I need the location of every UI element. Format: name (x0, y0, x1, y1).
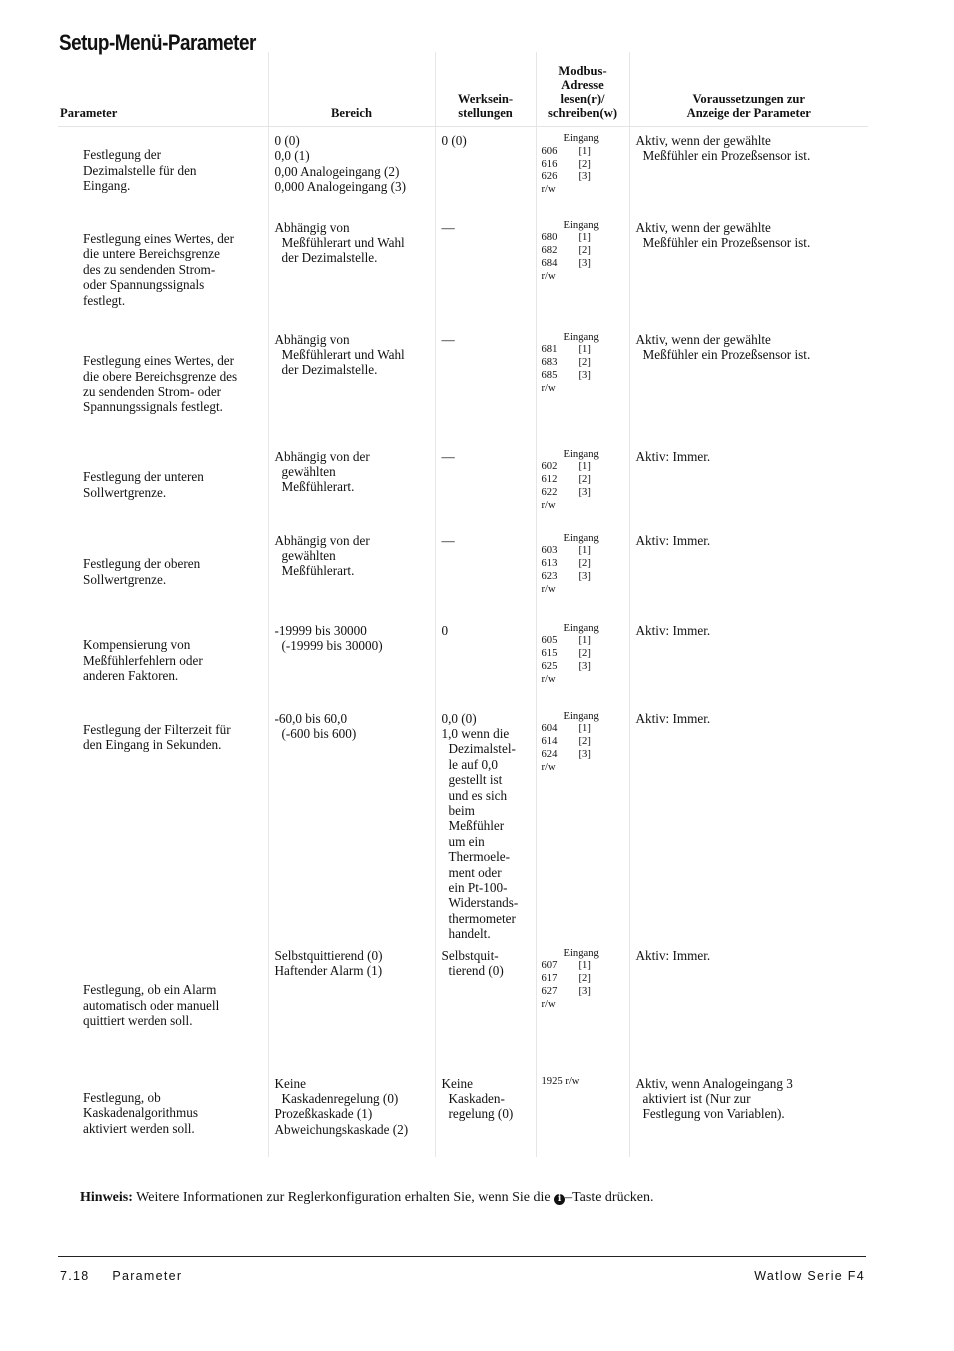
description-line: Sollwertgrenze. (83, 484, 167, 500)
default-line: — (441, 532, 455, 548)
modbus-cell (536, 942, 629, 1070)
modbus-cell (536, 705, 629, 942)
modbus-input-label: Eingang (563, 331, 599, 343)
range-line: Selbstquittierend (0) (274, 947, 383, 963)
modbus-address: 616 (541, 158, 558, 170)
parameter-description (58, 942, 268, 1070)
note-label: Hinweis: (80, 1190, 133, 1205)
table-row (58, 443, 868, 527)
modbus-input-tag: [2] (578, 648, 591, 660)
range-line: Meßfühlerart und Wahl (281, 346, 405, 362)
modbus-access: r/w (541, 184, 556, 196)
modbus-address-line (542, 159, 629, 172)
range-cell (268, 443, 435, 527)
parameter-description (58, 214, 268, 326)
modbus-access: r/w (541, 673, 556, 685)
modbus-address: 617 (541, 973, 558, 985)
modbus-cell (536, 214, 629, 326)
modbus-address-line (542, 723, 629, 736)
default-line: — (441, 331, 455, 347)
default-line: beim (448, 802, 475, 818)
modbus-access: r/w (541, 499, 556, 511)
default-line: 0,0 (0) (441, 710, 477, 726)
info-icon: i (554, 1194, 565, 1205)
modbus-address-line (542, 461, 629, 474)
description-line: Festlegung eines Wertes, der (83, 230, 235, 246)
header-line: Adresse (561, 78, 604, 92)
modbus-input-tag: [1] (578, 461, 591, 473)
modbus-address: 606 (541, 145, 558, 157)
default-cell (435, 617, 536, 705)
modbus-cell (536, 1070, 629, 1157)
modbus-input-tag: [1] (578, 545, 591, 557)
range-line: Meßfühlerart. (281, 563, 355, 579)
modbus-input-tag: [3] (578, 985, 591, 997)
default-cell (435, 127, 536, 214)
modbus-address: 615 (541, 648, 558, 660)
modbus-cell (536, 443, 629, 527)
range-line: der Dezimalstelle. (281, 250, 378, 266)
condition-line: aktiviert ist (Nur zur (642, 1091, 751, 1106)
header-modbus (536, 52, 629, 127)
modbus-cell (536, 127, 629, 214)
modbus-cell (536, 527, 629, 617)
description-line: Eingang. (83, 177, 131, 193)
header-line: Voraussetzungen zur (692, 92, 806, 106)
range-line: der Dezimalstelle. (281, 362, 378, 378)
parameter-description (58, 1070, 268, 1157)
range-cell (268, 214, 435, 326)
modbus-input-tag: [3] (578, 369, 591, 381)
modbus-address: 604 (541, 723, 558, 735)
default-line: Meßfühler (448, 818, 505, 834)
range-line: gewählten (281, 547, 336, 563)
modbus-input-tag: [3] (578, 257, 591, 269)
description-line: Meßfühlerfehlern oder (83, 652, 203, 668)
modbus-address: 680 (541, 232, 558, 244)
description-line: oder Spannungssignals (83, 277, 205, 293)
header-line: lesen(r)/ (560, 92, 605, 106)
modbus-input-label: Eingang (563, 622, 599, 634)
page-title: Setup-Menü-Parameter (59, 30, 256, 55)
table-row (58, 617, 868, 705)
description-line: aktiviert werden soll. (83, 1120, 195, 1136)
description-line: Sollwertgrenze. (83, 571, 167, 587)
modbus-input-tag: [1] (578, 232, 591, 244)
modbus-input-tag: [3] (578, 660, 591, 672)
footer-divider (58, 1256, 866, 1257)
modbus-access: 1925 r/w (541, 1075, 580, 1087)
default-line: Widerstands- (448, 895, 519, 911)
range-line: (-19999 bis 30000) (281, 637, 383, 653)
default-line: und es sich (448, 787, 508, 803)
modbus-cell (536, 617, 629, 705)
modbus-address-line (542, 973, 629, 986)
description-line: den Eingang in Sekunden. (83, 736, 222, 752)
parameter-description (58, 443, 268, 527)
modbus-address-line (542, 960, 629, 973)
range-cell (268, 942, 435, 1070)
range-line: Abhängig von (274, 331, 350, 347)
default-line: Dezimalstel- (448, 741, 516, 757)
parameter-description (58, 527, 268, 617)
range-line: Abweichungskaskade (2) (274, 1121, 409, 1137)
modbus-address: 622 (541, 486, 558, 498)
range-line: 0,0 (1) (274, 148, 310, 164)
setup-parameter-table (58, 52, 868, 1157)
condition-cell (629, 1070, 868, 1157)
default-line: le auf 0,0 (448, 756, 498, 772)
range-line: 0,000 Analogeingang (3) (274, 179, 406, 195)
modbus-input-tag: [2] (578, 736, 591, 748)
modbus-access: r/w (541, 998, 556, 1010)
condition-cell (629, 443, 868, 527)
modbus-address-line (542, 357, 629, 370)
footer-chapter: Parameter (112, 1269, 183, 1283)
footer-left (60, 1269, 182, 1283)
note (80, 1189, 654, 1207)
modbus-address-line (542, 171, 629, 184)
condition-line: Aktiv: Immer. (635, 710, 711, 726)
range-line: -19999 bis 30000 (274, 622, 367, 638)
modbus-input-tag: [2] (578, 245, 591, 257)
default-cell (435, 443, 536, 527)
default-line: 0 (441, 622, 449, 638)
range-line: Meßfühlerart. (281, 479, 355, 495)
default-line: 1,0 wenn die (441, 725, 510, 741)
default-cell (435, 1070, 536, 1157)
default-line: Kaskaden- (448, 1091, 505, 1106)
modbus-address-line (542, 749, 629, 762)
table-row (58, 214, 868, 326)
header-parameter: Parameter (58, 52, 268, 127)
range-cell (268, 705, 435, 942)
condition-cell (629, 127, 868, 214)
modbus-address-line (542, 370, 629, 383)
description-line: quittiert werden soll. (83, 1013, 193, 1029)
condition-cell (629, 214, 868, 326)
footer-page-number: 7.18 (60, 1269, 90, 1283)
header-line: Modbus- (558, 64, 607, 78)
modbus-access: r/w (541, 761, 556, 773)
modbus-address: 624 (541, 748, 558, 760)
modbus-address-line (542, 986, 629, 999)
default-line: — (441, 448, 455, 464)
modbus-address: 605 (541, 635, 558, 647)
condition-line: Meßfühler ein Prozeßsensor ist. (642, 148, 811, 164)
description-line: Festlegung der Filterzeit für (83, 721, 231, 737)
default-line: um ein (448, 833, 485, 849)
default-line: 0 (0) (441, 133, 467, 148)
note-text-after: –Taste drücken. (565, 1190, 654, 1205)
range-cell (268, 127, 435, 214)
default-line: thermometer (448, 910, 516, 926)
default-line: gestellt ist (448, 772, 503, 788)
range-cell (268, 527, 435, 617)
modbus-address: 607 (541, 960, 558, 972)
modbus-address: 682 (541, 245, 558, 257)
header-range: Bereich (268, 52, 435, 127)
modbus-address: 627 (541, 985, 558, 997)
modbus-address-line (542, 232, 629, 245)
table-row (58, 527, 868, 617)
description-line: Kaskadenalgorithmus (83, 1105, 198, 1121)
condition-cell (629, 527, 868, 617)
modbus-address: 623 (541, 570, 558, 582)
modbus-address: 613 (541, 558, 558, 570)
header-conditions (629, 52, 868, 127)
description-line: Festlegung der unteren (83, 469, 204, 485)
modbus-input-tag: [1] (578, 723, 591, 735)
modbus-address: 625 (541, 660, 558, 672)
modbus-address: 685 (541, 369, 558, 381)
condition-cell (629, 942, 868, 1070)
modbus-address-line (542, 146, 629, 159)
description-line: des zu sendenden Strom- (83, 261, 216, 277)
modbus-address: 683 (541, 357, 558, 369)
table-header-row (58, 52, 868, 127)
default-cell (435, 942, 536, 1070)
modbus-input-tag: [2] (578, 357, 591, 369)
modbus-address-line (542, 474, 629, 487)
modbus-cell (536, 326, 629, 443)
condition-line: Aktiv, wenn der gewählte (635, 133, 771, 148)
range-line: gewählten (281, 463, 336, 479)
note-text: Weitere Informationen zur Reglerkonfiguration erhalten Sie, wenn Sie die (136, 1190, 551, 1205)
description-line: Dezimalstelle für den (83, 162, 197, 178)
modbus-address-line (542, 344, 629, 357)
condition-line: Aktiv, wenn Analogeingang 3 (635, 1075, 793, 1091)
modbus-input-label: Eingang (563, 219, 599, 231)
modbus-input-tag: [2] (578, 973, 591, 985)
table-row (58, 127, 868, 214)
range-line: (-600 bis 600) (281, 725, 357, 741)
modbus-input-label: Eingang (563, 448, 599, 460)
range-line: -60,0 bis 60,0 (274, 710, 348, 726)
description-line: Festlegung, ob ein Alarm (83, 982, 217, 998)
condition-cell (629, 705, 868, 942)
condition-line: Aktiv, wenn der gewählte (635, 331, 771, 347)
default-line: regelung (0) (448, 1106, 514, 1122)
description-line: Festlegung eines Wertes, der (83, 353, 235, 369)
default-line: handelt. (448, 926, 491, 942)
description-line: automatisch oder manuell (83, 997, 220, 1013)
default-line: ment oder (448, 864, 502, 880)
modbus-input-tag: [3] (578, 486, 591, 498)
condition-line: Meßfühler ein Prozeßsensor ist. (642, 346, 811, 362)
default-line: Thermoele- (448, 849, 511, 865)
condition-line: Festlegung von Variablen). (642, 1106, 785, 1122)
modbus-input-label: Eingang (563, 532, 599, 544)
description-line: Festlegung, ob (83, 1089, 161, 1105)
modbus-address-line (542, 571, 629, 584)
modbus-address-line (542, 558, 629, 571)
default-cell (435, 527, 536, 617)
default-line: Selbstquit- (441, 947, 499, 963)
modbus-address-line (542, 245, 629, 258)
range-line: Prozeßkaskade (1) (274, 1106, 373, 1122)
parameter-description (58, 326, 268, 443)
modbus-input-label: Eingang (563, 133, 599, 144)
modbus-input-tag: [2] (578, 158, 591, 170)
header-line: stellungen (458, 106, 513, 120)
modbus-input-label: Eingang (563, 947, 599, 959)
modbus-input-tag: [2] (578, 474, 591, 486)
default-line: tierend (0) (448, 963, 504, 978)
description-line: Festlegung der (83, 147, 162, 163)
modbus-address-line (542, 487, 629, 500)
condition-cell (629, 326, 868, 443)
condition-line: Meßfühler ein Prozeßsensor ist. (642, 234, 811, 250)
modbus-input-tag: [1] (578, 344, 591, 356)
description-line: die obere Bereichsgrenze des (83, 368, 238, 384)
modbus-input-tag: [3] (578, 570, 591, 582)
condition-line: Aktiv: Immer. (635, 947, 711, 963)
parameter-description (58, 705, 268, 942)
modbus-address-line (542, 648, 629, 661)
modbus-access: r/w (541, 382, 556, 394)
default-line: ein Pt-100- (448, 879, 508, 895)
range-line: Abhängig von (274, 219, 350, 235)
modbus-input-tag: [3] (578, 171, 591, 183)
modbus-address: 684 (541, 257, 558, 269)
range-line: Abhängig von der (274, 532, 370, 548)
description-line: Festlegung der oberen (83, 556, 201, 572)
default-line: Keine (441, 1075, 473, 1091)
range-cell (268, 617, 435, 705)
header-line: Werksein- (457, 92, 514, 106)
condition-cell (629, 617, 868, 705)
condition-line: Aktiv: Immer. (635, 532, 711, 548)
default-line: — (441, 219, 455, 235)
modbus-address: 602 (541, 461, 558, 473)
description-line: anderen Faktoren. (83, 668, 179, 684)
range-line: Haftender Alarm (1) (274, 963, 383, 978)
modbus-address: 603 (541, 545, 558, 557)
table-body (58, 127, 868, 1157)
modbus-input-tag: [2] (578, 558, 591, 570)
modbus-input-tag: [3] (578, 748, 591, 760)
range-line: Meßfühlerart und Wahl (281, 234, 405, 250)
modbus-address-line (542, 635, 629, 648)
parameter-description (58, 127, 268, 214)
condition-line: Aktiv, wenn der gewählte (635, 219, 771, 235)
parameter-description (58, 617, 268, 705)
modbus-address-line (542, 258, 629, 271)
default-cell (435, 326, 536, 443)
modbus-address-line (542, 545, 629, 558)
header-defaults (435, 52, 536, 127)
description-line: die untere Bereichsgrenze (83, 246, 220, 262)
header-line: Anzeige der Parameter (686, 106, 811, 120)
range-cell (268, 326, 435, 443)
modbus-address-line (542, 661, 629, 674)
description-line: zu sendenden Strom- oder (83, 384, 222, 399)
modbus-address: 612 (541, 474, 558, 486)
description-line: festlegt. (83, 292, 126, 308)
range-line: Abhängig von der (274, 448, 370, 464)
range-line: 0,00 Analogeingang (2) (274, 163, 400, 179)
modbus-address: 626 (541, 171, 558, 183)
table-row (58, 1070, 868, 1157)
range-line: Kaskadenregelung (0) (281, 1091, 399, 1106)
modbus-access: r/w (541, 270, 556, 282)
header-line: schreiben(w) (547, 106, 618, 120)
modbus-address: 681 (541, 344, 558, 356)
footer-product: Watlow Serie F4 (754, 1269, 865, 1283)
description-line: Spannungssignals festlegt. (83, 399, 223, 415)
modbus-access: r/w (541, 583, 556, 595)
table-row (58, 705, 868, 942)
modbus-input-tag: [1] (578, 635, 591, 647)
description-line: Kompensierung von (83, 637, 191, 653)
range-cell (268, 1070, 435, 1157)
modbus-address-line (542, 736, 629, 749)
modbus-input-tag: [1] (578, 960, 591, 972)
range-line: Keine (274, 1075, 306, 1091)
condition-line: Aktiv: Immer. (635, 622, 711, 638)
default-cell (435, 214, 536, 326)
range-line: 0 (0) (274, 133, 300, 148)
modbus-input-tag: [1] (578, 145, 591, 157)
default-cell (435, 705, 536, 942)
table-row (58, 326, 868, 443)
table-row (58, 942, 868, 1070)
modbus-address: 614 (541, 736, 558, 748)
modbus-input-label: Eingang (563, 710, 599, 722)
condition-line: Aktiv: Immer. (635, 448, 711, 464)
